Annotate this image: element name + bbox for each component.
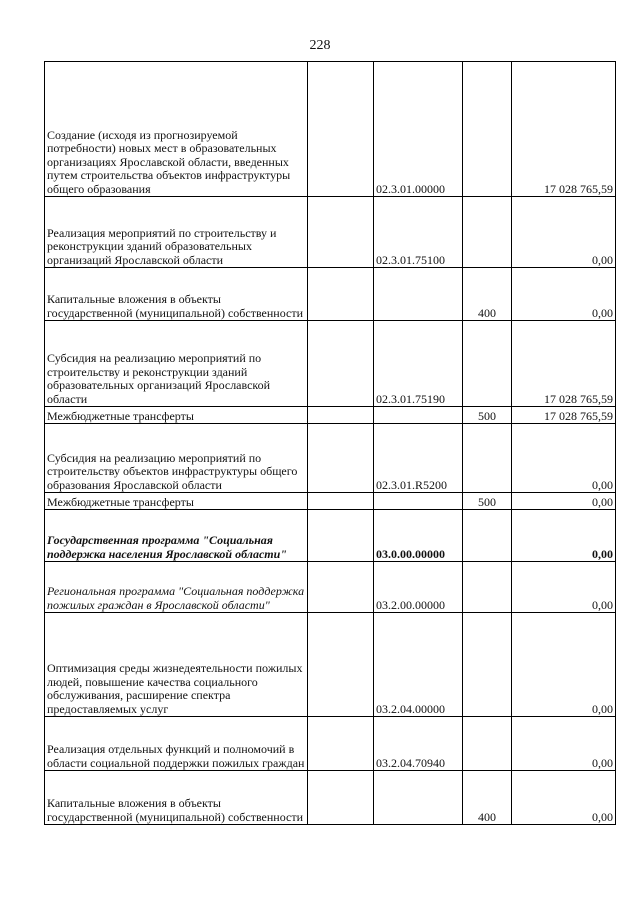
row-expense-type bbox=[463, 197, 512, 268]
row-name: Региональная программа "Социальная поддержка пожилых граждан в Ярославской области" bbox=[45, 562, 308, 613]
row-sum: 17 028 765,59 bbox=[512, 321, 616, 407]
row-expense-type bbox=[463, 562, 512, 613]
row-code: 02.3.01.R5200 bbox=[374, 424, 463, 493]
table-row bbox=[45, 321, 616, 407]
row-expense-type: 400 bbox=[463, 771, 512, 825]
row-empty-cell bbox=[308, 424, 374, 493]
row-sum: 0,00 bbox=[512, 197, 616, 268]
row-expense-type: 500 bbox=[463, 493, 512, 510]
row-empty-cell bbox=[308, 510, 374, 562]
row-expense-type bbox=[463, 717, 512, 771]
row-code: 02.3.01.75190 bbox=[374, 321, 463, 407]
table-row bbox=[45, 62, 616, 197]
row-name: Капитальные вложения в объекты государственной (муниципальной) собственности bbox=[45, 771, 308, 825]
table-row bbox=[45, 493, 616, 510]
row-code bbox=[374, 268, 463, 321]
table-row bbox=[45, 197, 616, 268]
table-row bbox=[45, 510, 616, 562]
row-empty-cell bbox=[308, 493, 374, 510]
row-sum: 0,00 bbox=[512, 771, 616, 825]
row-empty-cell bbox=[308, 268, 374, 321]
row-code: 03.2.04.70940 bbox=[374, 717, 463, 771]
row-sum: 0,00 bbox=[512, 424, 616, 493]
row-empty-cell bbox=[308, 562, 374, 613]
row-sum: 17 028 765,59 bbox=[512, 62, 616, 197]
row-code bbox=[374, 771, 463, 825]
table-row bbox=[45, 407, 616, 424]
row-empty-cell bbox=[308, 771, 374, 825]
row-empty-cell bbox=[308, 717, 374, 771]
row-sum: 0,00 bbox=[512, 613, 616, 717]
row-name: Межбюджетные трансферты bbox=[45, 493, 308, 510]
row-sum: 0,00 bbox=[512, 510, 616, 562]
row-name: Реализация отдельных функций и полномочий в области социальной поддержки пожилых граждан bbox=[45, 717, 308, 771]
row-name: Реализация мероприятий по строительству и реконструкции зданий образовательных организаций Ярославской области bbox=[45, 197, 308, 268]
row-code: 03.2.04.00000 bbox=[374, 613, 463, 717]
table-row bbox=[45, 562, 616, 613]
row-expense-type: 400 bbox=[463, 268, 512, 321]
row-name: Государственная программа "Социальная поддержка населения Ярославской области" bbox=[45, 510, 308, 562]
row-code: 03.0.00.00000 bbox=[374, 510, 463, 562]
table-row bbox=[45, 424, 616, 493]
row-code: 02.3.01.75100 bbox=[374, 197, 463, 268]
row-expense-type bbox=[463, 510, 512, 562]
row-expense-type bbox=[463, 321, 512, 407]
table-row bbox=[45, 771, 616, 825]
row-empty-cell bbox=[308, 613, 374, 717]
row-code bbox=[374, 407, 463, 424]
table-row bbox=[45, 717, 616, 771]
row-sum: 0,00 bbox=[512, 562, 616, 613]
row-code: 02.3.01.00000 bbox=[374, 62, 463, 197]
row-empty-cell bbox=[308, 197, 374, 268]
budget-table bbox=[44, 61, 616, 825]
page-number: 228 bbox=[309, 38, 331, 53]
row-name: Создание (исходя из прогнозируемой потребности) новых мест в образовательных организациях Ярославской области, введенных путем строительства объектов инфраструктуры общего образования bbox=[45, 62, 308, 197]
row-sum: 0,00 bbox=[512, 717, 616, 771]
row-name: Оптимизация среды жизнедеятельности пожилых людей, повышение качества социального обслуживания, расширение спектра предоставляемых услуг bbox=[45, 613, 308, 717]
row-code bbox=[374, 493, 463, 510]
row-name: Капитальные вложения в объекты государственной (муниципальной) собственности bbox=[45, 268, 308, 321]
row-code: 03.2.00.00000 bbox=[374, 562, 463, 613]
row-sum: 0,00 bbox=[512, 493, 616, 510]
row-sum: 17 028 765,59 bbox=[512, 407, 616, 424]
row-expense-type bbox=[463, 613, 512, 717]
row-name: Субсидия на реализацию мероприятий по строительству и реконструкции зданий образовательных организаций Ярославской области bbox=[45, 321, 308, 407]
row-name: Субсидия на реализацию мероприятий по строительству объектов инфраструктуры общего образования Ярославской области bbox=[45, 424, 308, 493]
row-expense-type bbox=[463, 62, 512, 197]
table-row bbox=[45, 268, 616, 321]
row-empty-cell bbox=[308, 407, 374, 424]
row-name: Межбюджетные трансферты bbox=[45, 407, 308, 424]
row-sum: 0,00 bbox=[512, 268, 616, 321]
table-row bbox=[45, 613, 616, 717]
row-empty-cell bbox=[308, 62, 374, 197]
budget-table-body bbox=[45, 62, 616, 825]
row-empty-cell bbox=[308, 321, 374, 407]
row-expense-type: 500 bbox=[463, 407, 512, 424]
row-expense-type bbox=[463, 424, 512, 493]
